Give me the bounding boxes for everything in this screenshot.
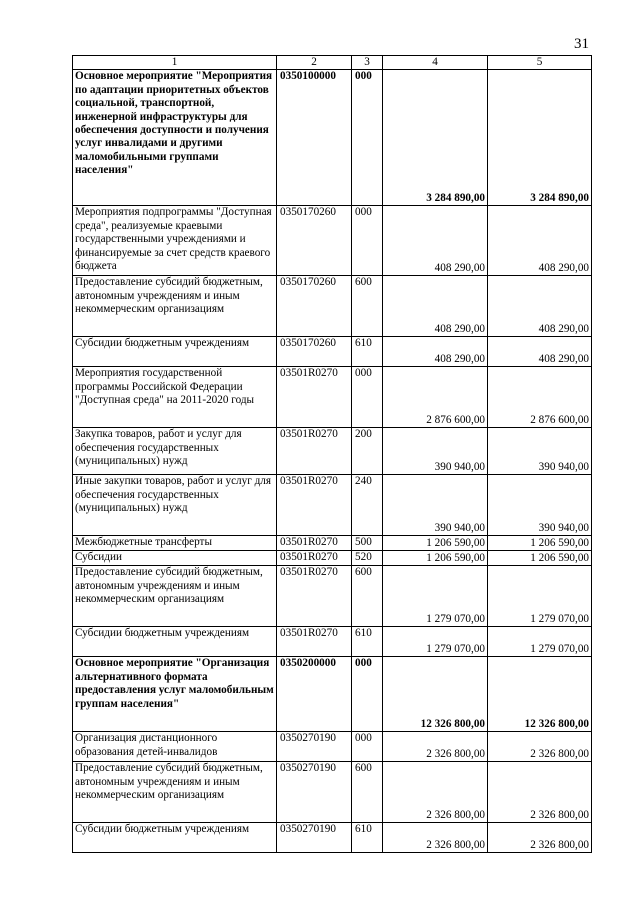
table-row [73,657,592,732]
target-article-cell: 03501R0270 [277,428,352,475]
header-cell: 4 [383,56,488,70]
table-row [73,428,592,475]
target-article-cell: 0350170260 [277,206,352,276]
expense-type-cell: 520 [352,551,383,566]
amount-cell-col5: 2 326 800,00 [488,823,592,853]
amount-cell-col4: 408 290,00 [383,206,488,276]
amount-cell-col4: 1 279 070,00 [383,566,488,627]
expense-type-cell: 600 [352,762,383,823]
row-name-cell: Иные закупки товаров, работ и услуг для обеспечения государственных (муниципальных) нужд [73,475,277,536]
target-article-cell: 0350170260 [277,276,352,337]
header-cell: 1 [73,56,277,70]
amount-cell-col4: 408 290,00 [383,337,488,367]
table-row [73,732,592,762]
row-name-cell: Субсидии бюджетным учреждениям [73,337,277,367]
expense-type-cell: 000 [352,657,383,732]
amount-cell-col4: 390 940,00 [383,475,488,536]
amount-cell-col4: 2 326 800,00 [383,823,488,853]
table-row [73,475,592,536]
amount-cell-col5: 408 290,00 [488,276,592,337]
row-name-cell: Мероприятия государственной программы Российской Федерации "Доступная среда" на 2011-2020 годы [73,367,277,428]
header-cell: 5 [488,56,592,70]
row-name-cell: Основное мероприятие "Организация альтернативного формата предоставления услуг маломобильным группам населения" [73,657,277,732]
row-name-cell: Субсидии бюджетным учреждениям [73,823,277,853]
row-name-cell: Предоставление субсидий бюджетным, автономным учреждениям и иным некоммерческим организациям [73,762,277,823]
table-row [73,823,592,853]
amount-cell-col4: 3 284 890,00 [383,70,488,206]
expense-type-cell: 240 [352,475,383,536]
amount-cell-col4: 2 326 800,00 [383,732,488,762]
amount-cell-col4: 2 876 600,00 [383,367,488,428]
amount-cell-col4: 1 279 070,00 [383,627,488,657]
row-name-cell: Закупка товаров, работ и услуг для обеспечения государственных (муниципальных) нужд [73,428,277,475]
expense-type-cell: 610 [352,627,383,657]
row-name-cell: Предоставление субсидий бюджетным, автономным учреждениям и иным некоммерческим организациям [73,276,277,337]
expense-type-cell: 610 [352,337,383,367]
table-header-row [73,56,592,70]
amount-cell-col5: 1 279 070,00 [488,627,592,657]
amount-cell-col5: 2 326 800,00 [488,732,592,762]
amount-cell-col5: 1 206 590,00 [488,551,592,566]
target-article-cell: 0350170260 [277,337,352,367]
amount-cell-col5: 408 290,00 [488,337,592,367]
expense-type-cell: 000 [352,206,383,276]
row-name-cell: Организация дистанционного образования детей-инвалидов [73,732,277,762]
header-cell: 2 [277,56,352,70]
target-article-cell: 03501R0270 [277,566,352,627]
table-row [73,536,592,551]
table-row [73,762,592,823]
table-row [73,627,592,657]
expense-type-cell: 600 [352,566,383,627]
row-name-cell: Основное мероприятие "Мероприятия по адаптации приоритетных объектов социальной, транспортной, инженерной инфраструктуры для обеспечения доступности и получения услуг инвалидами и другими маломобильными группами населения" [73,70,277,206]
target-article-cell: 0350270190 [277,762,352,823]
amount-cell-col4: 390 940,00 [383,428,488,475]
amount-cell-col5: 390 940,00 [488,428,592,475]
budget-table [72,55,592,853]
target-article-cell: 03501R0270 [277,367,352,428]
amount-cell-col5: 408 290,00 [488,206,592,276]
target-article-cell: 03501R0270 [277,627,352,657]
expense-type-cell: 000 [352,70,383,206]
expense-type-cell: 000 [352,367,383,428]
expense-type-cell: 500 [352,536,383,551]
amount-cell-col5: 2 326 800,00 [488,762,592,823]
amount-cell-col5: 1 206 590,00 [488,536,592,551]
table-row [73,206,592,276]
amount-cell-col4: 1 206 590,00 [383,536,488,551]
amount-cell-col5: 3 284 890,00 [488,70,592,206]
amount-cell-col4: 1 206 590,00 [383,551,488,566]
target-article-cell: 0350270190 [277,732,352,762]
amount-cell-col5: 12 326 800,00 [488,657,592,732]
page-number: 31 [574,36,589,52]
row-name-cell: Мероприятия подпрограммы "Доступная среда", реализуемые краевыми государственными учреждениями и финансируемые за счет средств краевого бюджета [73,206,277,276]
table-row [73,337,592,367]
row-name-cell: Субсидии [73,551,277,566]
target-article-cell: 0350270190 [277,823,352,853]
expense-type-cell: 200 [352,428,383,475]
target-article-cell: 03501R0270 [277,551,352,566]
expense-type-cell: 000 [352,732,383,762]
amount-cell-col4: 2 326 800,00 [383,762,488,823]
amount-cell-col4: 12 326 800,00 [383,657,488,732]
target-article-cell: 0350100000 [277,70,352,206]
target-article-cell: 0350200000 [277,657,352,732]
amount-cell-col4: 408 290,00 [383,276,488,337]
expense-type-cell: 600 [352,276,383,337]
expense-type-cell: 610 [352,823,383,853]
header-cell: 3 [352,56,383,70]
row-name-cell: Субсидии бюджетным учреждениям [73,627,277,657]
table-row [73,551,592,566]
amount-cell-col5: 1 279 070,00 [488,566,592,627]
target-article-cell: 03501R0270 [277,536,352,551]
amount-cell-col5: 390 940,00 [488,475,592,536]
table-row [73,70,592,206]
amount-cell-col5: 2 876 600,00 [488,367,592,428]
target-article-cell: 03501R0270 [277,475,352,536]
table-row [73,367,592,428]
table-row [73,566,592,627]
table-row [73,276,592,337]
row-name-cell: Предоставление субсидий бюджетным, автономным учреждениям и иным некоммерческим организациям [73,566,277,627]
row-name-cell: Межбюджетные трансферты [73,536,277,551]
